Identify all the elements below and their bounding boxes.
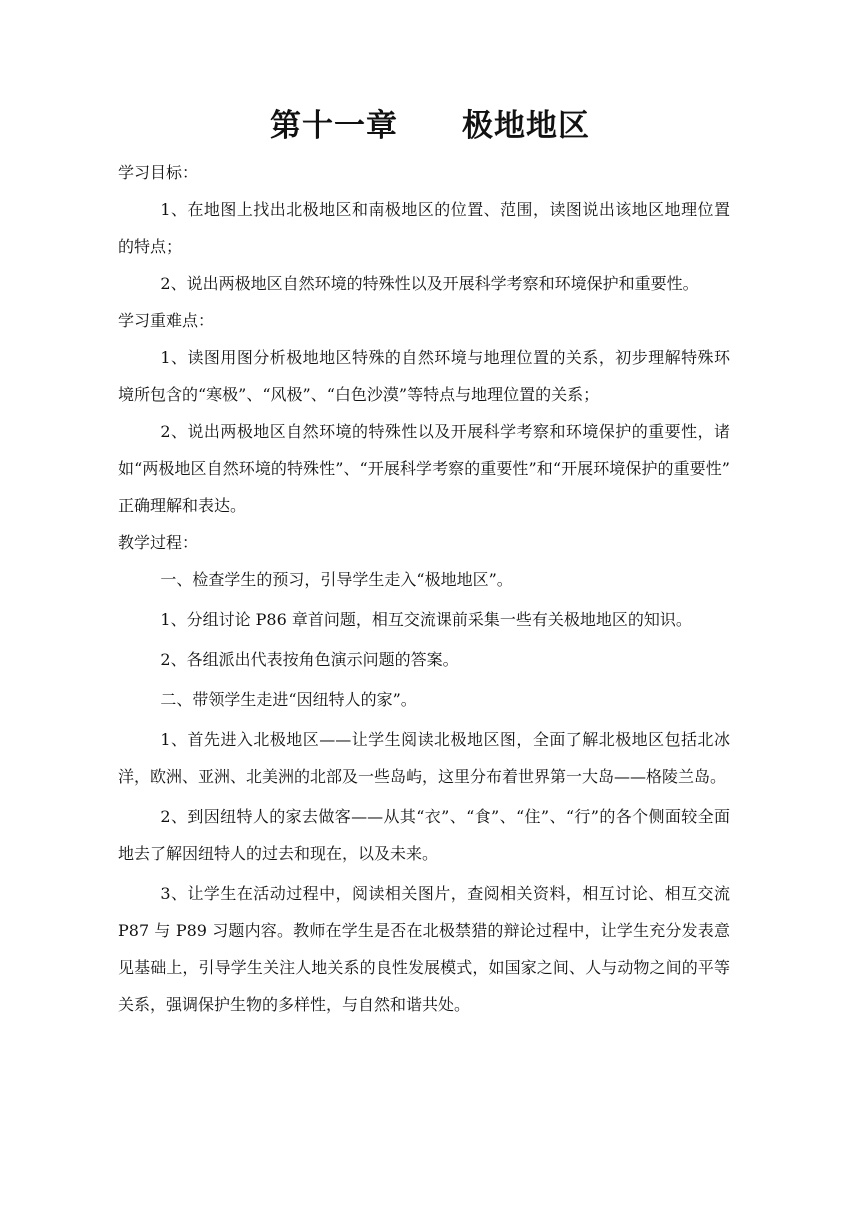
document-body: [118, 154, 747, 1023]
objective-item-1: 1、在地图上找出北极地区和南极地区的位置、范围，读图说出该地区地理位置的特点；: [118, 200, 730, 256]
key-point-item-2: 2、说出两极地区自然环境的特殊性以及开展科学考察和环境保护的重要性，诸如“两极地区自然环境的特殊性”、“开展科学考察的重要性”和“开展环境保护的重要性” 正确理解和表达。: [118, 422, 747, 515]
objective-item-2: 2、说出两极地区自然环境的特殊性以及开展科学考察和环境保护和重要性。: [160, 274, 699, 293]
objectives-heading: 学习目标：: [118, 163, 199, 182]
key-points-heading: 学习重难点：: [118, 311, 215, 330]
process-heading: 教学过程：: [118, 533, 199, 552]
document-title: 第十一章 极地地区: [270, 108, 590, 144]
key-point-item-1: 1、读图用图分析极地地区特殊的自然环境与地理位置的关系，初步理解特殊环境所包含的“寒极”、“风极”、“白色沙漠”等特点与地理位置的关系；: [118, 348, 730, 404]
process-item-2: 1、分组讨论 P86 章首问题，相互交流课前采集一些有关极地地区的知识。: [160, 610, 692, 629]
process-item-6: 2、到因纽特人的家去做客——从其“衣”、“食”、“住”、“行”的各个侧面较全面地去了解因纽特人的过去和现在，以及未来。: [118, 807, 730, 863]
process-item-1: 一、检查学生的预习，引导学生走入“极地地区”。: [160, 570, 513, 589]
process-item-5: 1、首先进入北极地区——让学生阅读北极地区图，全面了解北极地区包括北冰洋，欧洲、亚洲、北美洲的北部及一些岛屿，这里分布着世界第一大岛——格陵兰岛。: [118, 730, 730, 786]
process-item-4: 二、带领学生走进“因纽特人的家”。: [160, 690, 417, 709]
process-item-7: 3、让学生在活动过程中，阅读相关图片，查阅相关资料，相互讨论、相互交流 P87 与 P89 习题内容。教师在学生是否在北极禁猎的辩论过程中，让学生充分发表意见基础上，引导学生关注人地关系的良性发展模式，如国家之间、人与动物之间的平等关系，强调保护生物的多样性，与自然和谐共处。: [118, 884, 730, 1014]
process-item-3: 2、各组派出代表按角色演示问题的答案。: [160, 650, 459, 669]
